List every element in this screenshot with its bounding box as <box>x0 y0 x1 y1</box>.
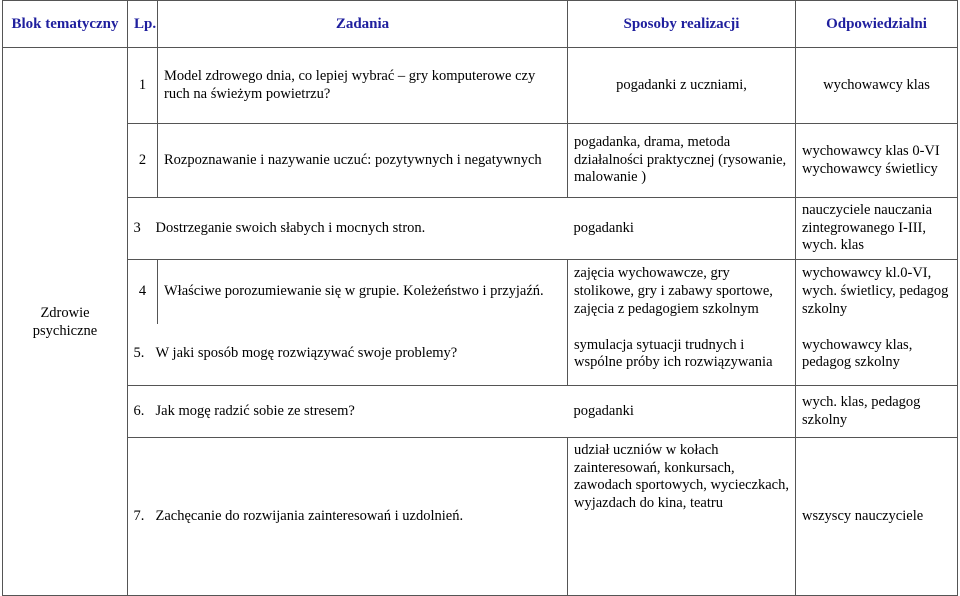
task-text: Zachęcanie do rozwijania zainteresowań i uzdolnień. <box>155 507 464 524</box>
responsible-line: wychowawcy świetlicy <box>802 160 938 177</box>
method-cell: pogadanki z uczniami, <box>568 48 796 124</box>
responsible-cell: wszyscy nauczyciele <box>796 438 958 596</box>
row-number: 7. <box>133 507 145 524</box>
row-number: 2 <box>128 124 158 198</box>
task-cell <box>134 386 544 438</box>
responsible-cell <box>796 124 958 198</box>
method-cell: udział uczniów w kołach zainteresowań, konkursach, zawodach sportowych, wycieczkach, wyjazdach do kina, teatru <box>568 438 796 596</box>
header-responsible: Odpowiedzialni <box>796 1 958 48</box>
row-number: 5. <box>133 345 145 362</box>
table-row <box>3 124 958 198</box>
block-cell-top <box>3 48 128 124</box>
method-cell: pogadanka, drama, metoda działalności praktycznej (rysowanie, malowanie ) <box>568 124 796 198</box>
row-number: 1 <box>128 48 158 124</box>
task-text: W jaki sposób mogę rozwiązywać swoje problemy? <box>155 345 458 362</box>
block-cell-mid <box>3 198 128 260</box>
method-cell: pogadanki <box>568 198 796 260</box>
table-row <box>3 386 958 438</box>
table-row <box>3 438 958 596</box>
row-number: 6. <box>133 402 145 419</box>
task-cell: Rozpoznawanie i nazywanie uczuć: pozytywnych i negatywnych <box>158 124 568 198</box>
table-row <box>3 324 958 386</box>
header-methods: Sposoby realizacji <box>568 1 796 48</box>
header-lp: Lp. <box>128 1 158 48</box>
task-cell <box>134 198 544 260</box>
row-number: 4 <box>128 260 158 324</box>
responsible-cell: wych. klas, pedagog szkolny <box>796 386 958 438</box>
block-cell-mid <box>3 386 128 438</box>
header-tasks: Zadania <box>158 1 568 48</box>
table-row <box>3 198 958 260</box>
task-cell: Właściwe porozumiewanie się w grupie. Koleżeństwo i przyjaźń. <box>158 260 568 324</box>
table-row <box>3 48 958 124</box>
method-cell: zajęcia wychowawcze, gry stolikowe, gry i zabawy sportowe, zajęcia z pedagogiem szkolnym <box>568 260 796 324</box>
task-cell <box>134 324 544 386</box>
task-cell <box>134 438 544 596</box>
plan-table <box>2 0 958 596</box>
table-row <box>3 260 958 324</box>
responsible-cell: wychowawcy klas <box>796 48 958 124</box>
block-name-cell: Zdrowie psychiczne <box>3 260 128 386</box>
task-text: Jak mogę radzić sobie ze stresem? <box>155 402 355 419</box>
responsible-cell: nauczyciele nauczania zintegrowanego I-III, wych. klas <box>796 198 958 260</box>
method-cell: pogadanki <box>568 386 796 438</box>
responsible-line: wychowawcy klas 0-VI <box>802 142 940 159</box>
table-header-row <box>3 1 958 48</box>
task-text: Dostrzeganie swoich słabych i mocnych stron. <box>155 219 426 236</box>
row-number: 3 <box>133 219 141 236</box>
method-cell: symulacja sytuacji trudnych i wspólne próby ich rozwiązywania <box>568 324 796 386</box>
task-cell: Model zdrowego dnia, co lepiej wybrać – gry komputerowe czy ruch na świeżym powietrzu? <box>158 48 568 124</box>
responsible-cell: wychowawcy klas, pedagog szkolny <box>796 324 958 386</box>
block-cell-mid <box>3 124 128 198</box>
responsible-cell: wychowawcy kl.0-VI, wych. świetlicy, pedagog szkolny <box>796 260 958 324</box>
header-block: Blok tematyczny <box>3 1 128 48</box>
block-cell-bottom <box>3 438 128 596</box>
